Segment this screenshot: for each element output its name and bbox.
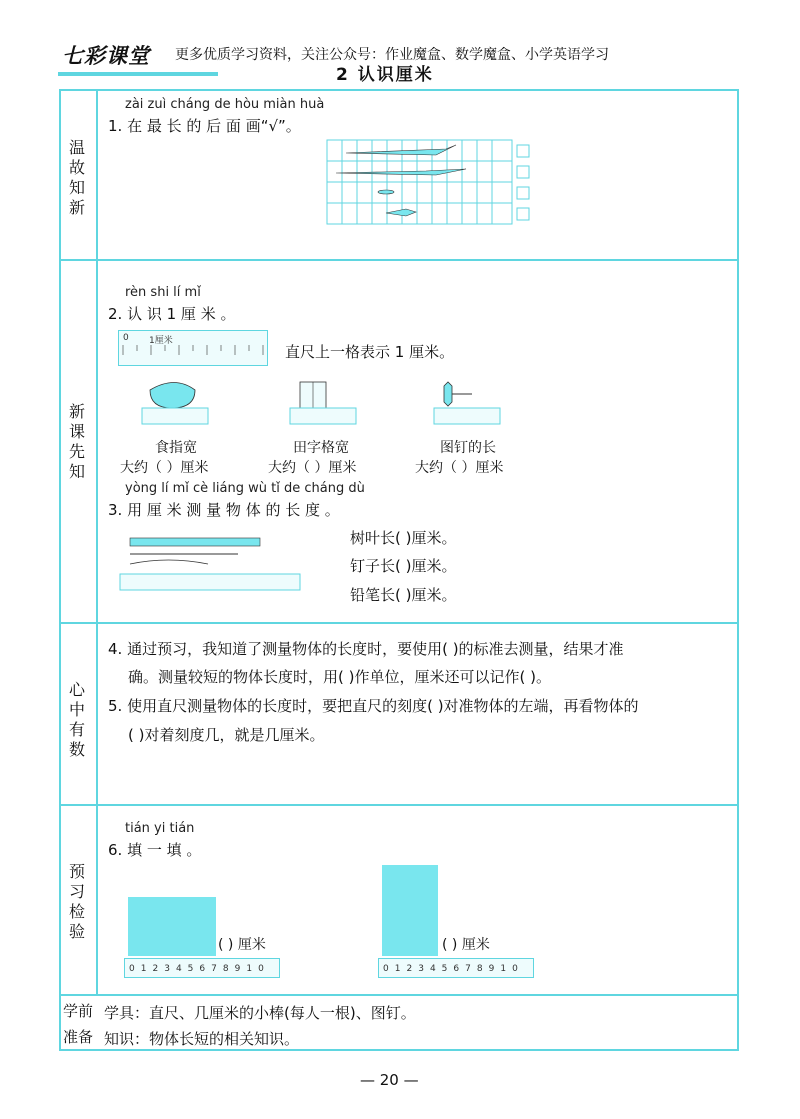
q2-item-label-3: 图钉的长 — [440, 440, 496, 456]
page-title: 2 认识厘米 — [336, 65, 434, 85]
q4-line2: 确。测量较短的物体长度时，用( )作单位，厘米还可以记作( )。 — [128, 668, 551, 686]
row-divider-4 — [59, 994, 739, 996]
q3-text: 3. 用 厘 米 测 量 物 体 的 长 度 。 — [108, 501, 340, 519]
column-divider — [96, 90, 98, 996]
q1-grid-figure — [326, 139, 536, 226]
q3-answer-2: 钉子长( )厘米。 — [350, 557, 457, 575]
q5-line1: 5. 使用直尺测量物体的长度时，要把直尺的刻度( )对准物体的左端，再看物体的 — [108, 697, 639, 715]
section-new: 新课先知 — [68, 402, 85, 481]
q6-ruler-left-labels: 012345678910 — [129, 964, 270, 974]
q5-line2: ( )对着刻度几，就是几厘米。 — [128, 726, 325, 744]
prep-tools: 学具：直尺、几厘米的小棒(每人一根)、图钉。 — [104, 1004, 416, 1022]
grid-cell-figure — [288, 380, 358, 430]
q2-item-answer-1: 大约（ ）厘米 — [120, 460, 209, 476]
q1-pinyin: zài zuì cháng de hòu miàn huà — [125, 97, 325, 112]
brand-underline — [58, 72, 218, 76]
q2-item-label-2: 田字格宽 — [293, 440, 349, 456]
finger-figure — [140, 380, 210, 430]
q4-line1: 4. 通过预习，我知道了测量物体的长度时，要使用( )的标准去测量，结果才准 — [108, 640, 624, 658]
q3-figure — [118, 536, 303, 592]
section-check: 预习检验 — [68, 862, 85, 941]
row-divider-3 — [59, 804, 739, 806]
q2-ruler — [118, 330, 268, 366]
row-divider-2 — [59, 622, 739, 624]
q3-answer-1: 树叶长( )厘米。 — [350, 529, 457, 547]
q1-text: 1. 在 最 长 的 后 面 画“√”。 — [108, 117, 301, 135]
q6-rect-left — [128, 897, 216, 956]
q6-ruler-right — [378, 958, 534, 978]
q6-text: 6. 填 一 填 。 — [108, 841, 202, 859]
q6-answer-left: ( ) 厘米 — [218, 937, 266, 953]
q2-ruler-note: 直尺上一格表示 1 厘米。 — [285, 343, 455, 361]
brand-logo: 七彩课堂 — [62, 44, 150, 68]
q6-rect-right — [382, 865, 438, 956]
q6-ruler-right-labels: 012345678910 — [383, 964, 524, 974]
section-mind: 心中有数 — [68, 680, 85, 759]
prep-knowledge: 知识：物体长短的相关知识。 — [104, 1030, 300, 1048]
q2-pinyin: rèn shi lí mǐ — [125, 285, 201, 300]
ruler-mark-0: 0 — [123, 333, 129, 343]
q3-answer-3: 铅笔长( )厘米。 — [350, 586, 457, 604]
pushpin-figure — [432, 380, 502, 430]
section-prep: 学前准备 — [62, 1002, 93, 1046]
q2-item-answer-2: 大约（ ）厘米 — [268, 460, 357, 476]
q2-item-label-1: 食指宽 — [155, 440, 197, 456]
row-divider-1 — [59, 259, 739, 261]
ruler-mark-1cm: 1厘米 — [149, 336, 173, 346]
page-number: — 20 — — [360, 1071, 419, 1089]
q3-pinyin: yòng lí mǐ cè liáng wù tǐ de cháng dù — [125, 481, 365, 496]
q6-answer-right: ( ) 厘米 — [442, 937, 490, 953]
q2-text: 2. 认 识 1 厘 米 。 — [108, 305, 236, 323]
q6-pinyin: tián yi tián — [125, 821, 195, 836]
section-review: 温故知新 — [68, 138, 85, 217]
q2-item-answer-3: 大约（ ）厘米 — [415, 460, 504, 476]
header-note: 更多优质学习资料，关注公众号：作业魔盒、数学魔盒、小学英语学习 — [175, 47, 609, 63]
q6-ruler-left — [124, 958, 280, 978]
